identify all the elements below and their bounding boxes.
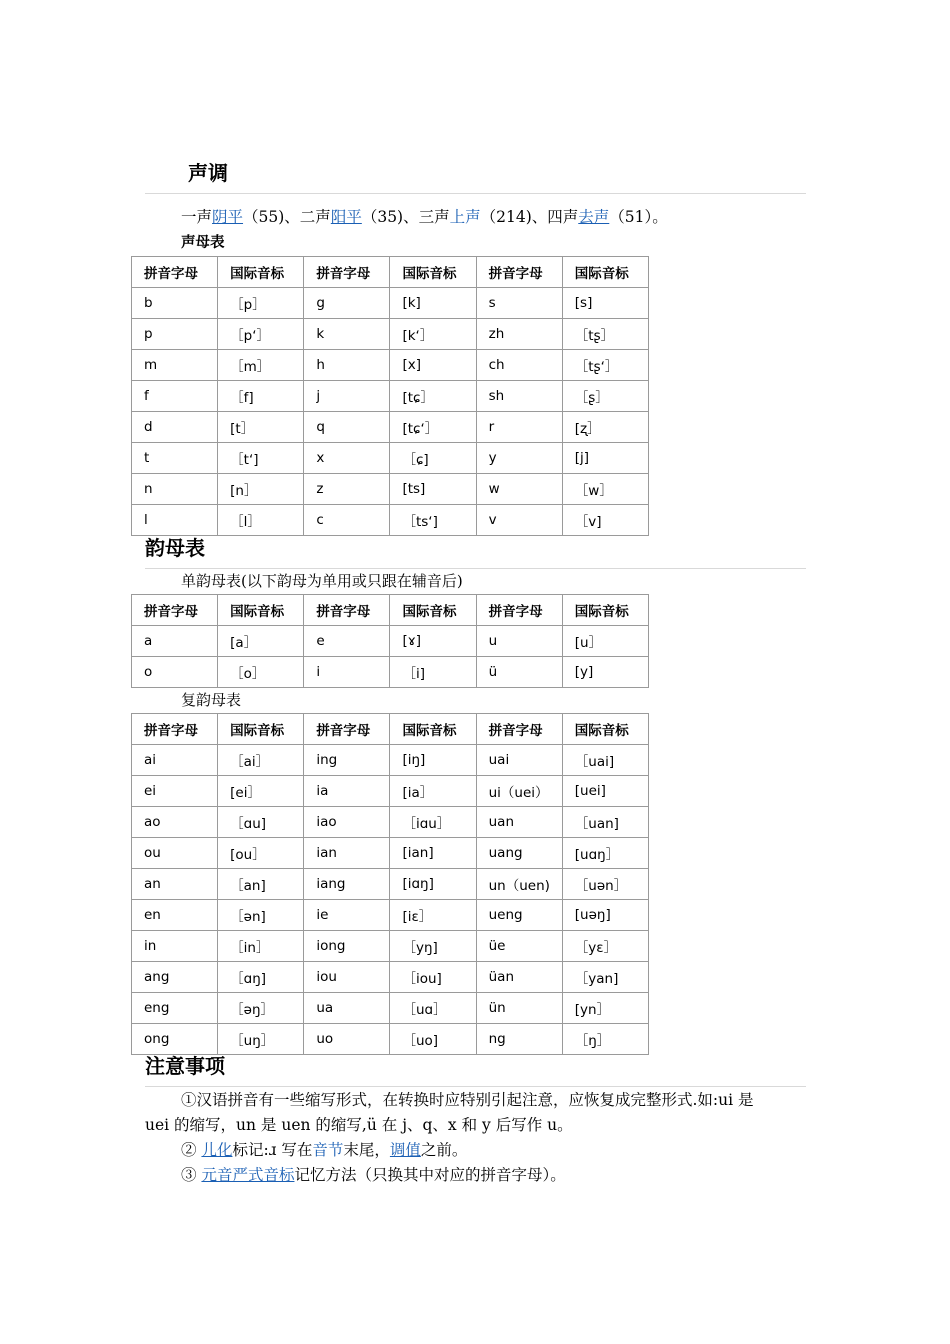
tones-paragraph bbox=[181, 206, 668, 228]
table-cell: y bbox=[476, 443, 562, 474]
table-cell: r bbox=[476, 412, 562, 443]
text-segment: 之前。 bbox=[420, 1141, 468, 1159]
table-cell: p bbox=[132, 319, 218, 350]
table-header-row bbox=[132, 714, 649, 745]
table-cell: ［tʂ］ bbox=[562, 319, 648, 350]
table-row bbox=[132, 869, 649, 900]
table-cell: [ʐ］ bbox=[562, 412, 648, 443]
table-cell: ing bbox=[304, 745, 390, 776]
table-row bbox=[132, 474, 649, 505]
column-header: 国际音标 bbox=[218, 257, 304, 288]
table-cell: h bbox=[304, 350, 390, 381]
table-row bbox=[132, 288, 649, 319]
table-cell: ［uo] bbox=[390, 1024, 476, 1055]
table-row bbox=[132, 1024, 649, 1055]
finals-heading: 韵母表 bbox=[145, 536, 205, 560]
table-cell: ［əŋ］ bbox=[218, 993, 304, 1024]
note-1-line-1: ①汉语拼音有一些缩写形式，在转换时应特别引起注意，应恢复成完整形式.如:ui 是 bbox=[181, 1091, 754, 1109]
table-cell: m bbox=[132, 350, 218, 381]
table-cell: t bbox=[132, 443, 218, 474]
table-cell: ［ɑu] bbox=[218, 807, 304, 838]
table-cell: i bbox=[304, 657, 390, 688]
table-cell: ng bbox=[476, 1024, 562, 1055]
table-cell: [ia］ bbox=[390, 776, 476, 807]
table-cell: b bbox=[132, 288, 218, 319]
table-cell: [iŋ] bbox=[390, 745, 476, 776]
table-cell: w bbox=[476, 474, 562, 505]
table-cell: ［v] bbox=[562, 505, 648, 536]
column-header: 拼音字母 bbox=[132, 714, 218, 745]
term-link[interactable]: 元音严式音标 bbox=[201, 1166, 295, 1184]
table-cell: [s] bbox=[562, 288, 648, 319]
table-cell: [ou］ bbox=[218, 838, 304, 869]
compound-finals-table bbox=[131, 713, 649, 1055]
table-cell: ［yɛ］ bbox=[562, 931, 648, 962]
table-cell: ü bbox=[476, 657, 562, 688]
term-link[interactable]: 上声 bbox=[449, 208, 481, 226]
table-cell: [iɛ］ bbox=[390, 900, 476, 931]
text-segment: （55)、二声 bbox=[243, 208, 331, 226]
table-cell: ［p］ bbox=[218, 288, 304, 319]
column-header: 拼音字母 bbox=[132, 595, 218, 626]
table-row bbox=[132, 505, 649, 536]
table-cell: j bbox=[304, 381, 390, 412]
table-cell: [ts] bbox=[390, 474, 476, 505]
table-cell: c bbox=[304, 505, 390, 536]
table-cell: d bbox=[132, 412, 218, 443]
table-cell: ［ən] bbox=[218, 900, 304, 931]
simple-finals-table bbox=[131, 594, 649, 688]
table-cell: l bbox=[132, 505, 218, 536]
table-row bbox=[132, 350, 649, 381]
term-link[interactable]: 调值 bbox=[389, 1141, 421, 1159]
table-row bbox=[132, 900, 649, 931]
table-cell: ia bbox=[304, 776, 390, 807]
table-cell: ian bbox=[304, 838, 390, 869]
table-cell: [ei］ bbox=[218, 776, 304, 807]
table-cell: ［uən］ bbox=[562, 869, 648, 900]
table-cell: ［tʂʻ］ bbox=[562, 350, 648, 381]
table-cell: ui（uei） bbox=[476, 776, 562, 807]
table-cell: ［iɑu］ bbox=[390, 807, 476, 838]
table-cell: ei bbox=[132, 776, 218, 807]
table-cell: [iɑŋ] bbox=[390, 869, 476, 900]
table-cell: [uəŋ] bbox=[562, 900, 648, 931]
table-cell: iao bbox=[304, 807, 390, 838]
table-cell: k bbox=[304, 319, 390, 350]
table-cell: o bbox=[132, 657, 218, 688]
table-cell: q bbox=[304, 412, 390, 443]
text-segment: （35)、三声 bbox=[361, 208, 450, 226]
table-cell: e bbox=[304, 626, 390, 657]
note-1-line-2: uei 的缩写，un 是 uen 的缩写,ü 在 j、q、x 和 y 后写作 u。 bbox=[145, 1116, 573, 1134]
table-header-row bbox=[132, 595, 649, 626]
table-row bbox=[132, 838, 649, 869]
table-cell: ［tsʻ] bbox=[390, 505, 476, 536]
table-row bbox=[132, 745, 649, 776]
table-cell: ua bbox=[304, 993, 390, 1024]
column-header: 国际音标 bbox=[562, 714, 648, 745]
column-header: 国际音标 bbox=[218, 714, 304, 745]
table-cell: ong bbox=[132, 1024, 218, 1055]
table-cell: ［in］ bbox=[218, 931, 304, 962]
table-cell: ［uɑ］ bbox=[390, 993, 476, 1024]
column-header: 拼音字母 bbox=[476, 595, 562, 626]
table-cell: ou bbox=[132, 838, 218, 869]
table-row bbox=[132, 962, 649, 993]
table-cell: ［uŋ］ bbox=[218, 1024, 304, 1055]
column-header: 拼音字母 bbox=[476, 257, 562, 288]
table-cell: uang bbox=[476, 838, 562, 869]
table-row bbox=[132, 776, 649, 807]
term-link[interactable]: 阳平 bbox=[330, 208, 362, 226]
table-cell: ［tʻ] bbox=[218, 443, 304, 474]
finals-rule bbox=[145, 568, 806, 569]
table-cell: ie bbox=[304, 900, 390, 931]
table-row bbox=[132, 626, 649, 657]
table-cell: ［l］ bbox=[218, 505, 304, 536]
table-cell: ［ɕ] bbox=[390, 443, 476, 474]
table-cell: üe bbox=[476, 931, 562, 962]
table-header-row bbox=[132, 257, 649, 288]
table-row bbox=[132, 319, 649, 350]
table-cell: iong bbox=[304, 931, 390, 962]
text-segment: 记忆方法（只换其中对应的拼音字母）。 bbox=[294, 1166, 566, 1184]
table-cell: ［ɑŋ] bbox=[218, 962, 304, 993]
column-header: 国际音标 bbox=[390, 714, 476, 745]
table-cell: s bbox=[476, 288, 562, 319]
table-cell: uan bbox=[476, 807, 562, 838]
column-header: 拼音字母 bbox=[304, 714, 390, 745]
tones-rule bbox=[145, 193, 806, 194]
table-row bbox=[132, 412, 649, 443]
column-header: 国际音标 bbox=[562, 257, 648, 288]
notes-heading: 注意事项 bbox=[145, 1054, 225, 1078]
table-cell: u bbox=[476, 626, 562, 657]
table-cell: [y] bbox=[562, 657, 648, 688]
note-3 bbox=[181, 1164, 566, 1186]
table-cell: ［uai] bbox=[562, 745, 648, 776]
table-cell: [tɕʻ］ bbox=[390, 412, 476, 443]
table-cell: [kʻ］ bbox=[390, 319, 476, 350]
term-link[interactable]: 去声 bbox=[578, 208, 610, 226]
table-cell: ao bbox=[132, 807, 218, 838]
table-cell: ch bbox=[476, 350, 562, 381]
text-segment: ② bbox=[181, 1141, 202, 1159]
table-cell: ai bbox=[132, 745, 218, 776]
table-cell: ［m］ bbox=[218, 350, 304, 381]
table-cell: f bbox=[132, 381, 218, 412]
table-cell: v bbox=[476, 505, 562, 536]
table-cell: uai bbox=[476, 745, 562, 776]
table-cell: an bbox=[132, 869, 218, 900]
table-cell: ［ai］ bbox=[218, 745, 304, 776]
table-cell: ［an] bbox=[218, 869, 304, 900]
table-cell: [uei] bbox=[562, 776, 648, 807]
table-cell: uo bbox=[304, 1024, 390, 1055]
table-row bbox=[132, 657, 649, 688]
table-cell: [ian] bbox=[390, 838, 476, 869]
table-cell: iou bbox=[304, 962, 390, 993]
table-cell: ［o］ bbox=[218, 657, 304, 688]
column-header: 国际音标 bbox=[562, 595, 648, 626]
table-cell: [t］ bbox=[218, 412, 304, 443]
table-cell: un（uen) bbox=[476, 869, 562, 900]
table-cell: [yn］ bbox=[562, 993, 648, 1024]
table-cell: üan bbox=[476, 962, 562, 993]
text-segment: ③ bbox=[181, 1166, 202, 1184]
table-row bbox=[132, 443, 649, 474]
table-cell: [tɕ］ bbox=[390, 381, 476, 412]
table-cell: ［yan] bbox=[562, 962, 648, 993]
table-cell: zh bbox=[476, 319, 562, 350]
table-cell: ün bbox=[476, 993, 562, 1024]
table-cell: [x] bbox=[390, 350, 476, 381]
table-cell: ［uan] bbox=[562, 807, 648, 838]
table-cell: ueng bbox=[476, 900, 562, 931]
table-cell: ［iou] bbox=[390, 962, 476, 993]
initials-title: 声母表 bbox=[181, 234, 225, 251]
compound-finals-title: 复韵母表 bbox=[181, 691, 242, 709]
term-link[interactable]: 儿化 bbox=[201, 1141, 233, 1159]
table-cell: a bbox=[132, 626, 218, 657]
table-row bbox=[132, 807, 649, 838]
table-cell: in bbox=[132, 931, 218, 962]
column-header: 拼音字母 bbox=[476, 714, 562, 745]
table-cell: eng bbox=[132, 993, 218, 1024]
table-cell: en bbox=[132, 900, 218, 931]
column-header: 国际音标 bbox=[390, 595, 476, 626]
table-cell: [j] bbox=[562, 443, 648, 474]
table-cell: ［f] bbox=[218, 381, 304, 412]
table-row bbox=[132, 993, 649, 1024]
text-segment: 标记:ɹ 写在 bbox=[232, 1141, 313, 1159]
column-header: 国际音标 bbox=[218, 595, 304, 626]
table-cell: ［w］ bbox=[562, 474, 648, 505]
table-cell: iang bbox=[304, 869, 390, 900]
table-cell: ［ŋ］ bbox=[562, 1024, 648, 1055]
table-cell: [ɤ] bbox=[390, 626, 476, 657]
column-header: 拼音字母 bbox=[132, 257, 218, 288]
column-header: 拼音字母 bbox=[304, 595, 390, 626]
table-cell: [n］ bbox=[218, 474, 304, 505]
text-segment: 末尾， bbox=[343, 1141, 390, 1159]
column-header: 国际音标 bbox=[390, 257, 476, 288]
table-cell: [u］ bbox=[562, 626, 648, 657]
tones-heading: 声调 bbox=[188, 161, 228, 185]
table-cell: ［ʂ］ bbox=[562, 381, 648, 412]
table-cell: ang bbox=[132, 962, 218, 993]
text-segment: （51）。 bbox=[609, 208, 668, 226]
table-cell: g bbox=[304, 288, 390, 319]
text-segment: （214)、四声 bbox=[480, 208, 579, 226]
table-cell: sh bbox=[476, 381, 562, 412]
table-cell: n bbox=[132, 474, 218, 505]
notes-rule bbox=[145, 1086, 806, 1087]
text-segment: 一声 bbox=[181, 208, 213, 226]
table-cell: [uɑŋ］ bbox=[562, 838, 648, 869]
table-row bbox=[132, 381, 649, 412]
simple-finals-title: 单韵母表(以下韵母为单用或只跟在辅音后) bbox=[181, 572, 463, 590]
note-2 bbox=[181, 1139, 467, 1161]
table-cell: [k] bbox=[390, 288, 476, 319]
table-cell: z bbox=[304, 474, 390, 505]
column-header: 拼音字母 bbox=[304, 257, 390, 288]
table-cell: ［yŋ] bbox=[390, 931, 476, 962]
initials-table bbox=[131, 256, 649, 536]
term-link[interactable]: 音节 bbox=[312, 1141, 344, 1159]
table-cell: x bbox=[304, 443, 390, 474]
term-link[interactable]: 阴平 bbox=[212, 208, 244, 226]
table-cell: ［pʻ］ bbox=[218, 319, 304, 350]
table-cell: ［i] bbox=[390, 657, 476, 688]
table-cell: [a］ bbox=[218, 626, 304, 657]
table-row bbox=[132, 931, 649, 962]
